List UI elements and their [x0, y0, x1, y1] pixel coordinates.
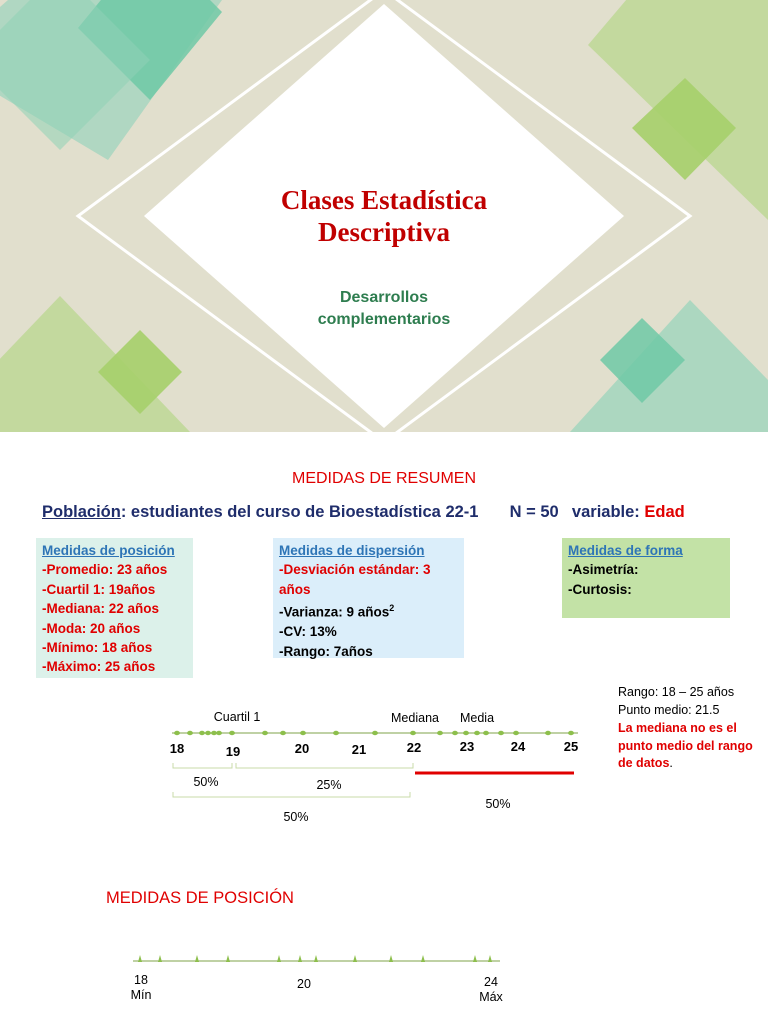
tick-label: 19 [225, 744, 241, 759]
note-warning: La mediana no es el punto medio del rango de datos. [618, 721, 753, 770]
label-mediana: Mediana [391, 711, 439, 725]
posicion-item: -Máximo: 25 años [42, 659, 156, 675]
posicion-marker [277, 955, 281, 962]
dispersion-varianza: -Varianza: 9 años$^2$ [279, 603, 395, 620]
posicion-marker [138, 955, 142, 962]
forma-heading: Medidas de forma [568, 543, 683, 558]
posicion-marker [195, 955, 199, 962]
posicion-marker [421, 955, 425, 962]
tick-label: 18 [169, 741, 185, 756]
posicion-item: -Cuartil 1: 19años [42, 581, 156, 597]
posicion-mid-label: 20 [297, 977, 311, 991]
varianza-superscript: 2 [389, 603, 395, 614]
note-rango: Rango: 18 – 25 años [618, 685, 735, 699]
posicion-marker [389, 955, 393, 962]
cover-title-line2: Descriptiva [318, 217, 450, 247]
resumen-title: MEDIDAS DE RESUMEN [291, 470, 477, 487]
posicion-marker [158, 955, 162, 962]
tick-label: 21 [351, 742, 367, 757]
posicion-marker [314, 955, 318, 962]
posicion-heading: Medidas de posición [42, 543, 175, 558]
posicion-title: MEDIDAS DE POSICIÓN [106, 889, 294, 907]
label-media: Media [459, 711, 495, 725]
dispersion-desviacion-line2: años [279, 581, 311, 597]
forma-item: -Asimetría: [568, 562, 639, 578]
posicion-item: -Moda: 20 años [42, 620, 141, 636]
posicion-min-label: 18 Mín [130, 973, 152, 1002]
tick-label: 23 [459, 739, 475, 754]
pct-lower-half: 50% [283, 810, 309, 824]
posicion-marker [473, 955, 477, 962]
tick-label: 25 [563, 739, 579, 754]
n-text: N = 50 [509, 503, 559, 521]
dispersion-desviacion-line1: -Desviación estándar: 3 [279, 562, 431, 578]
cover-subtitle-line2: complementarios [317, 311, 451, 328]
tick-label: 22 [406, 740, 422, 755]
population-text: : estudiantes del curso de Bioestadística 22-1 [120, 503, 479, 521]
dispersion-rango: -Rango: 7años [279, 643, 373, 659]
note-punto-medio: Punto medio: 21.5 [618, 703, 720, 717]
posicion-item: -Mediana: 22 años [42, 601, 160, 617]
label-cuartil: Cuartil 1 [213, 710, 261, 724]
population-label: Población [42, 503, 121, 521]
pct-first-quarter: 50% [193, 775, 219, 789]
cover-title-line1: Clases Estadística [280, 185, 488, 215]
posicion-marker [298, 955, 302, 962]
pct-second-quarter: 25% [316, 778, 342, 792]
posicion-marker [226, 955, 230, 962]
variable-value: Edad [644, 503, 685, 521]
posicion-marker [353, 955, 357, 962]
tick-label: 20 [294, 741, 310, 756]
dispersion-cv: -CV: 13% [279, 624, 337, 640]
pct-upper-half: 50% [485, 797, 511, 811]
tick-label: 24 [510, 739, 526, 754]
cover-subtitle-line1: Desarrollos [339, 289, 429, 306]
posicion-max-label: 24 Máx [479, 975, 503, 1004]
variable-label: variable: [571, 503, 645, 521]
posicion-item: -Mínimo: 18 años [42, 640, 153, 656]
forma-item: -Curtosis: [568, 581, 632, 597]
posicion-item: -Promedio: 23 años [42, 562, 168, 578]
posicion-marker [488, 955, 492, 962]
dispersion-heading: Medidas de dispersión [279, 543, 425, 558]
